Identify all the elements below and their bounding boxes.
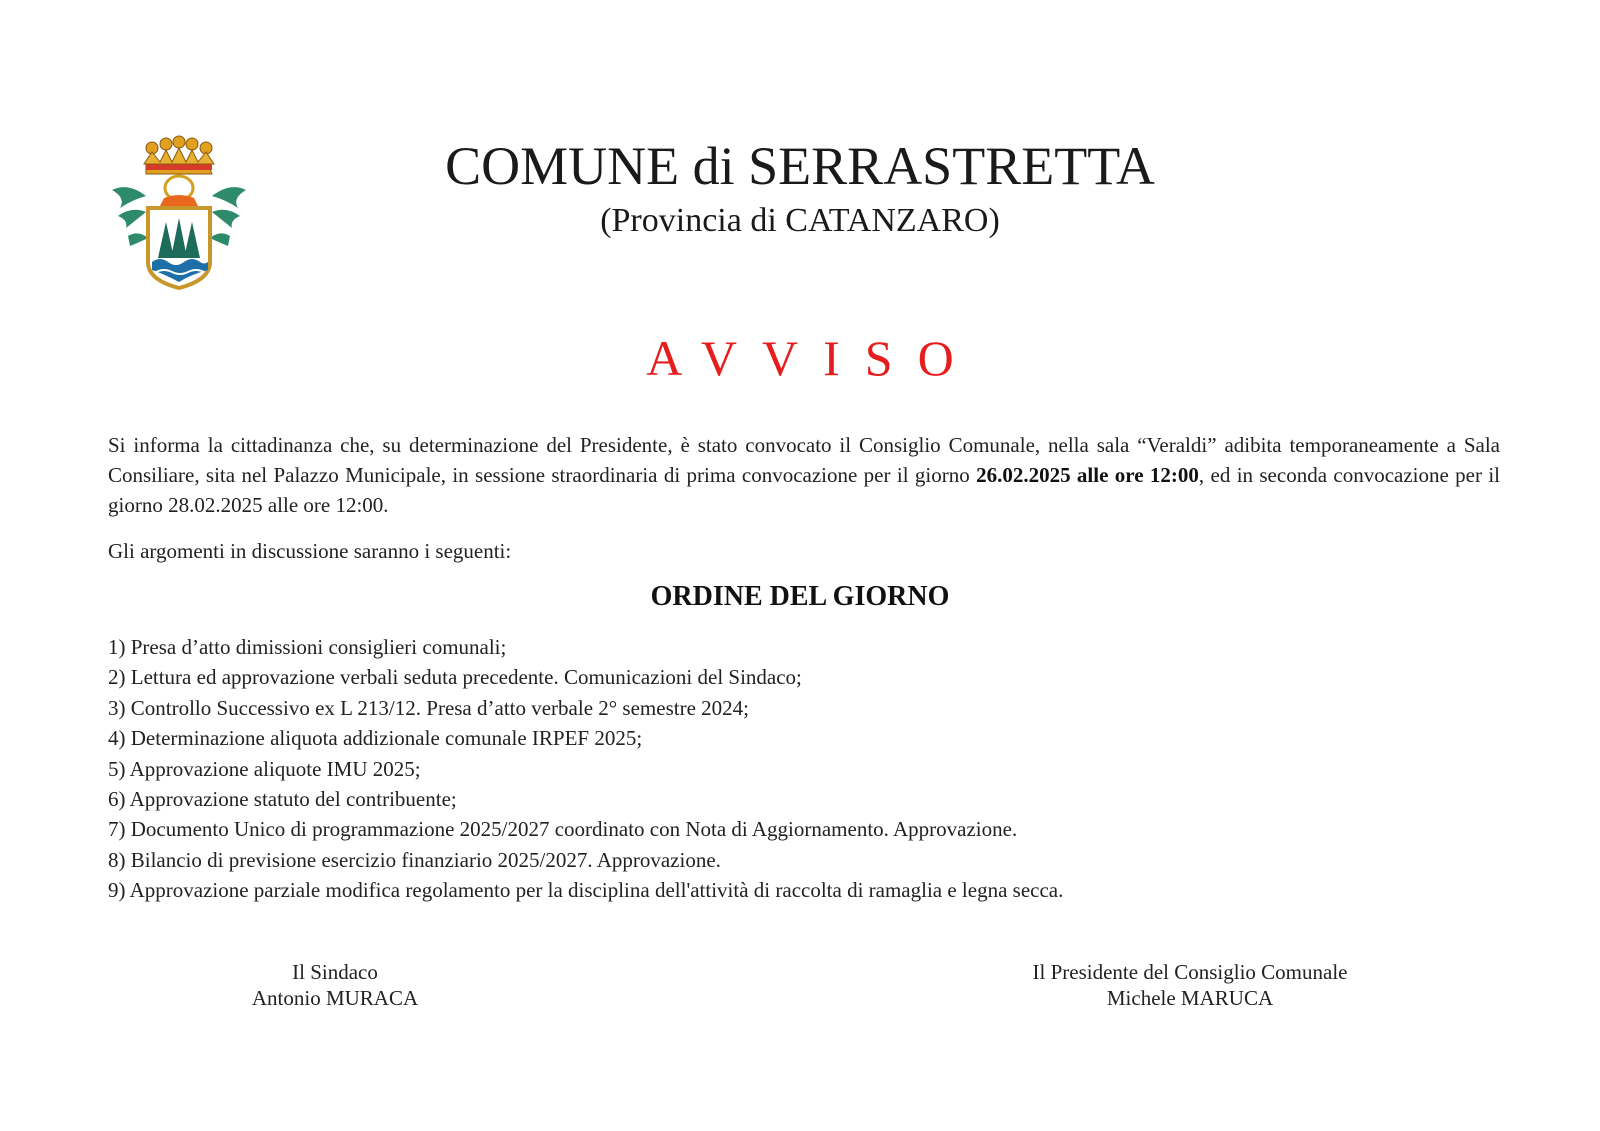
intro-text-part2: , ed in seconda convocazione per il giorno 28.02.2025 alle ore 12:00. xyxy=(108,463,1501,517)
coat-of-arms-icon xyxy=(108,134,250,294)
agenda-item: 1) Presa d’atto dimissioni consiglieri comunali; xyxy=(108,635,507,659)
agenda-item: 6) Approvazione statuto del contribuente; xyxy=(108,787,457,812)
agenda-item: 5) Approvazione aliquote IMU 2025; xyxy=(108,756,421,781)
mayor-name: Antonio MURACA xyxy=(251,986,419,1010)
agenda-item: 2) Lettura ed approvazione verbali seduta precedente. Comunicazioni del Sindaco; xyxy=(108,665,802,690)
intro-text-part1: Si informa la cittadinanza che, su determinazione del Presidente, è stato convocato il Consiglio Comunale, nella sala “Veraldi” adibita temporaneamente a Sala Consiliare, sita nel Palazzo Municipale, in sessione straordinaria di prima convocazione per il giorno xyxy=(108,433,1500,487)
agenda-title: ORDINE DEL GIORNO xyxy=(650,581,950,612)
council-president-name: Michele MARUCA xyxy=(1106,986,1274,1010)
agenda-item: 3) Controllo Successivo ex L 213/12. Presa d’atto verbale 2° semestre 2024; xyxy=(108,695,749,720)
province-subtitle: (Provincia di CATANZARO) xyxy=(600,202,1000,239)
council-president-signature-block xyxy=(1000,959,1380,1011)
first-session-datetime: 26.02.2025 alle ore 12:00 xyxy=(976,463,1199,487)
mayor-role: Il Sindaco xyxy=(292,960,378,984)
council-president-role: Il Presidente del Consiglio Comunale xyxy=(1032,960,1348,984)
notice-heading: AVVISO xyxy=(646,330,979,386)
agenda-item: 4) Determinazione aliquota addizionale comunale IRPEF 2025; xyxy=(108,726,643,751)
agenda-item: 8) Bilancio di previsione esercizio finanziario 2025/2027. Approvazione. xyxy=(108,847,721,872)
agenda-item: 7) Documento Unico di programmazione 2025/2027 coordinato con Nota di Aggiornamento. Approvazione. xyxy=(108,817,1018,842)
agenda-item: 9) Approvazione parziale modifica regolamento per la disciplina dell'attività di raccolta di ramaglia e legna secca. xyxy=(108,878,1064,903)
municipality-title: COMUNE di SERRASTRETTA xyxy=(445,136,1155,196)
mayor-signature-block xyxy=(220,959,450,1011)
agenda-list xyxy=(108,632,1408,906)
agenda-lead-text: Gli argomenti in discussione saranno i seguenti: xyxy=(108,539,512,563)
intro-paragraph xyxy=(108,430,1500,520)
